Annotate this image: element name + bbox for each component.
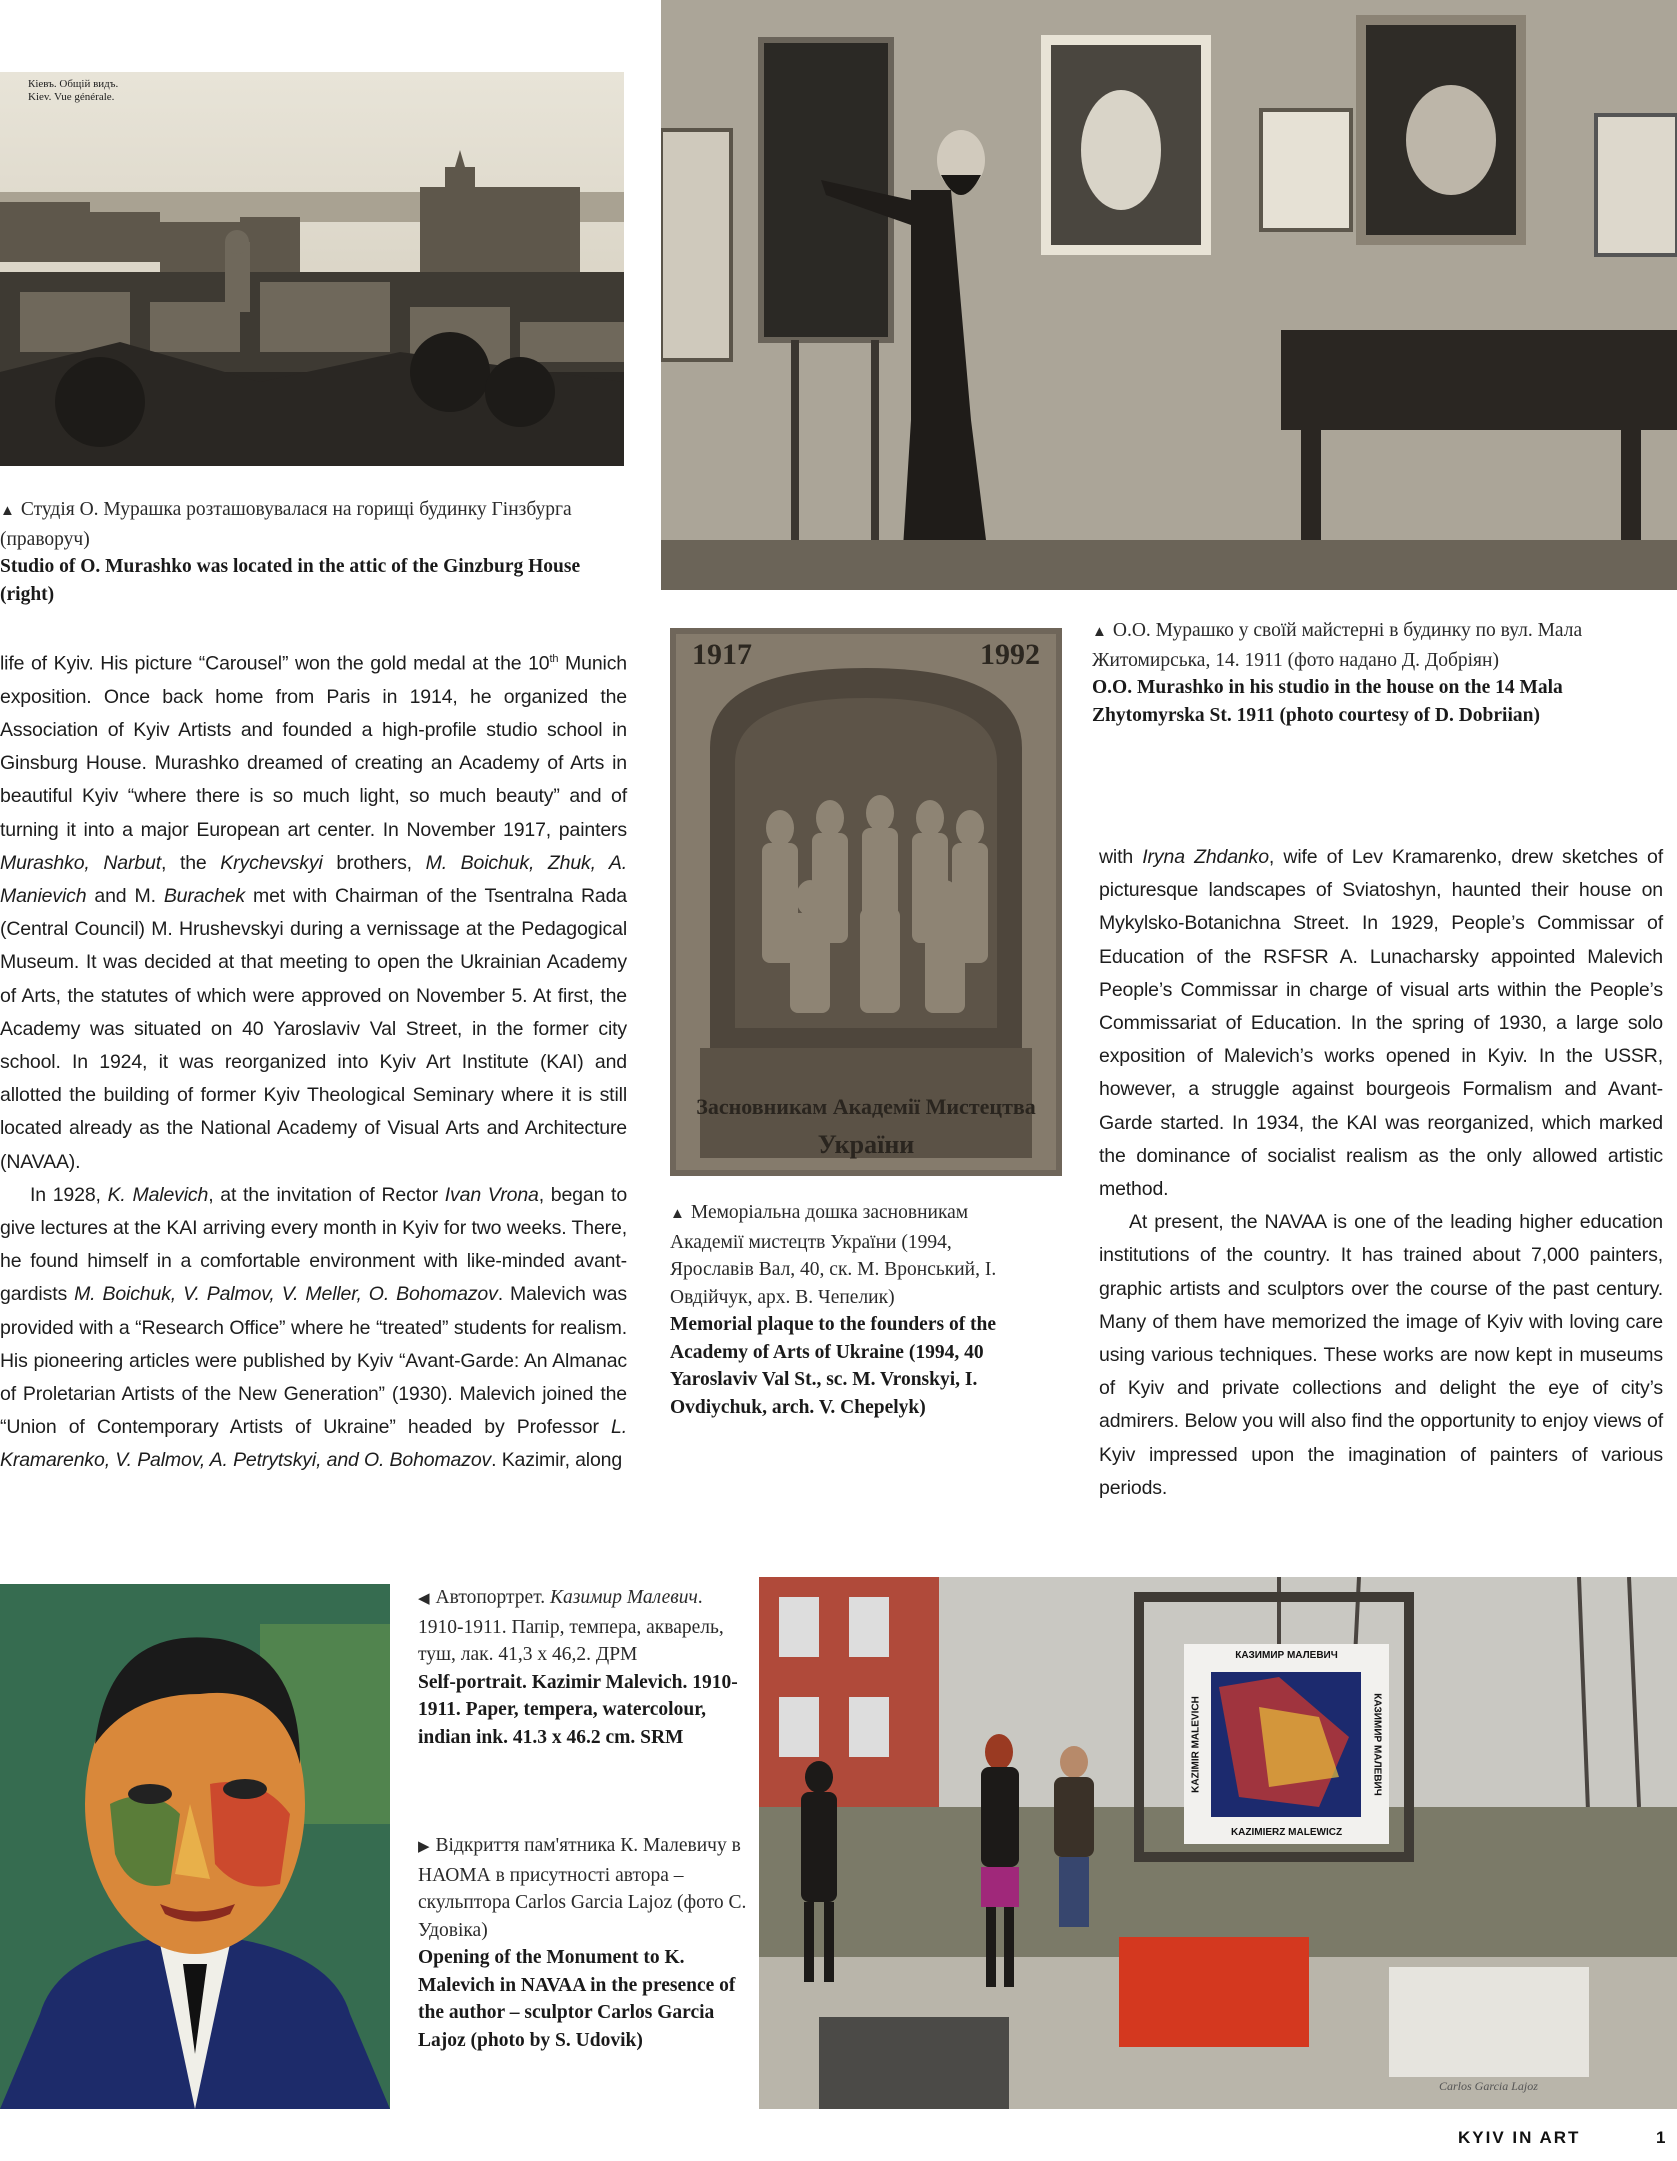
bench-signature: Carlos Garcia Lajoz [1439,2079,1538,2093]
malevich-self-portrait-photo [0,1584,390,2109]
triangle-right-icon: ▶ [418,1839,430,1855]
kyiv-postcard-photo [0,72,624,466]
memorial-plaque-photo [670,628,1062,1176]
caption-memorial-plaque: ▲ Меморіальна дошка засновникам Академії мистецтв України (1994, Ярославів Вал, 40, ск. М. Вронський, І. Овдійчук, арх. В. Чепелик) Memorial plaque to the founders of the Academy of Arts of Ukraine (1994, 40 Yaroslaviv Val St., sc. M. Vronskyi, I. Ovdiychuk, arch. V. Chepelyk) [670,1202,997,1418]
plaque-year-right: 1992 [980,638,1040,671]
poster-left-text: KAZIMIR MALEVICH [1190,1696,1202,1793]
malevich-monument-photo [759,1577,1677,2109]
poster-bottom-text: KAZIMIERZ MALEWICZ [1230,1827,1343,1838]
triangle-left-icon: ◀ [418,1591,430,1607]
postcard-label-line2: Kiev. Vue générale. [28,91,115,103]
caption-murashko-studio: ▲ О.О. Мурашко у своїй майстерні в будинку по вул. Мала Житомирська, 14. 1911 (фото надано Д. Добріян) O.O. Murashko in his studio in the house on the 14 Mala Zhytomyrska St. 1911 (photo courtesy of D. Dobriian) [1092,620,1583,726]
poster-top-text: КАЗИМИР МАЛЕВИЧ [1235,1650,1338,1661]
left-paragraph-2: In 1928, K. Malevich, at the invitation of Rector Ivan Vrona, began to give lectures at the KAI arriving every month in Kyiv for two weeks. There, he found himself in a comfortable environment with like-minded avant-gardists M. Boichuk, V. Palmov, V. Meller, O. Bohomazov. Malevich was provided with a “Research Office” where he “treated” students for realism. His pioneering articles were published by Kyiv “Avant-Garde: An Almanac of Proletarian Artists of the New Generation” (1930). Malevich joined the “Union of Contemporary Artists of Ukraine” headed by Professor L. Kramarenko, V. Palmov, A. Petrytskyi, and O. Bohomazov. Kazimir, along [0,1183,628,1472]
right-paragraph-1: with Iryna Zhdanko, wife of Lev Kramarenko, drew sketches of picturesque landscapes of Sviatoshyn, haunted their house on Mykylsko-Botanichna Street. In 1929, People’s Commissar of Education of the RSFSR A. Lunacharsky appointed Malevich People’s Commissar in charge of visual arts within the People’s Commissariat of Education. In the spring of 1930, a large solo exposition of Malevich’s works opened in Kyiv. In the USSR, however, a struggle against bourgeois Formalism and Avant-Garde started. In 1934, the KAI was reorganized, which marked the dominance of socialist realism as the only allowed artistic method. [1099,846,1663,1201]
right-text-column [1099,841,1663,1505]
left-paragraph-1: life of Kyiv. His picture “Carousel” won the gold medal at the 10th Munich exposition. Once back home from Paris in 1914, he organized the Association of Kyiv Artists and founded a high-profile studio school in Ginsburg House. Murashko dreamed of creating an Academy of Arts in beautiful Kyiv “where there is so much light, so much beauty” and of turning it into a major European art center. In November 1917, painters Murashko, Narbut, the Krychevskyi brothers, M. Boichuk, Zhuk, A. Manievich and M. Burachek met with Chairman of the Tsentralna Rada (Central Council) M. Hrushevskyi during a vernissage at the Pedagogical Museum. It was decided at that meeting to open the Ukrainian Academy of Arts, the statutes of which were approved on November 5. At first, the Academy was situated on 40 Yaroslaviv Val Street, in the former city school. In 1924, it was reorganized into Kyiv Art Institute (KAI) and allotted the building of former Kyiv Theological Seminary where it is still located already as the National Academy of Visual Arts and Architecture (NAVAA). [0,652,628,1173]
plaque-year-left: 1917 [692,638,752,671]
plaque-inscription-line1: Засновникам Академії Мистецтва [696,1094,1036,1119]
right-paragraph-2: At present, the NAVAA is one of the leading higher education institutions of the country. It has trained about 7,000 painters, graphic artists and sculptors over the course of the past century. Many of them have memorized the image of Kyiv with loving care using various techniques. These works are now kept in museums of Kyiv and private collections and delight the eye of city’s admirers. Below you will also find the opportunity to enjoy views of Kyiv impressed upon the imagination of painters of various periods. [1099,1211,1663,1499]
caption-self-portrait: ◀ Автопортрет. Казимир Малевич. 1910-1911. Папір, темпера, акварель, туш, лак. 41,3 х 46,2. ДРМ Self-portrait. Kazimir Malevich. 1910-1911. Paper, tempera, watercolour, indian ink. 41.3 x 46.2 cm. SRM [418,1587,738,1748]
triangle-up-icon: ▲ [670,1206,685,1222]
triangle-up-icon: ▲ [1092,624,1107,640]
caption-monument-opening: ▶ Відкриття пам'ятника К. Малевичу в НАОМА в присутності автора – скульптора Carlos Garcia Lajoz (фото С. Удовіка) Opening of the Monument to K. Malevich in NAVAA in the presence of the author – sculptor Carlos Garcia Lajoz (photo by S. Udovik) [418,1835,747,2051]
murashko-studio-photo [661,0,1677,590]
plaque-inscription-line2: України [817,1130,915,1159]
poster-right-text: КАЗИМИР МАЛЕВИЧ [1371,1693,1383,1796]
left-text-column [0,643,627,1478]
footer-section-title: KYIV IN ART [1458,2128,1581,2147]
page-number: 1 [1656,2128,1666,2147]
caption-ginzburg-house: ▲ Студія О. Мурашка розташовувалася на горищі будинку Гінзбурга (праворуч) Studio of O. Murashko was located in the attic of the Ginzburg House (right) [0,499,581,605]
postcard-label-line1: Кіевъ. Общій видъ. [28,78,119,90]
triangle-up-icon: ▲ [0,503,15,519]
